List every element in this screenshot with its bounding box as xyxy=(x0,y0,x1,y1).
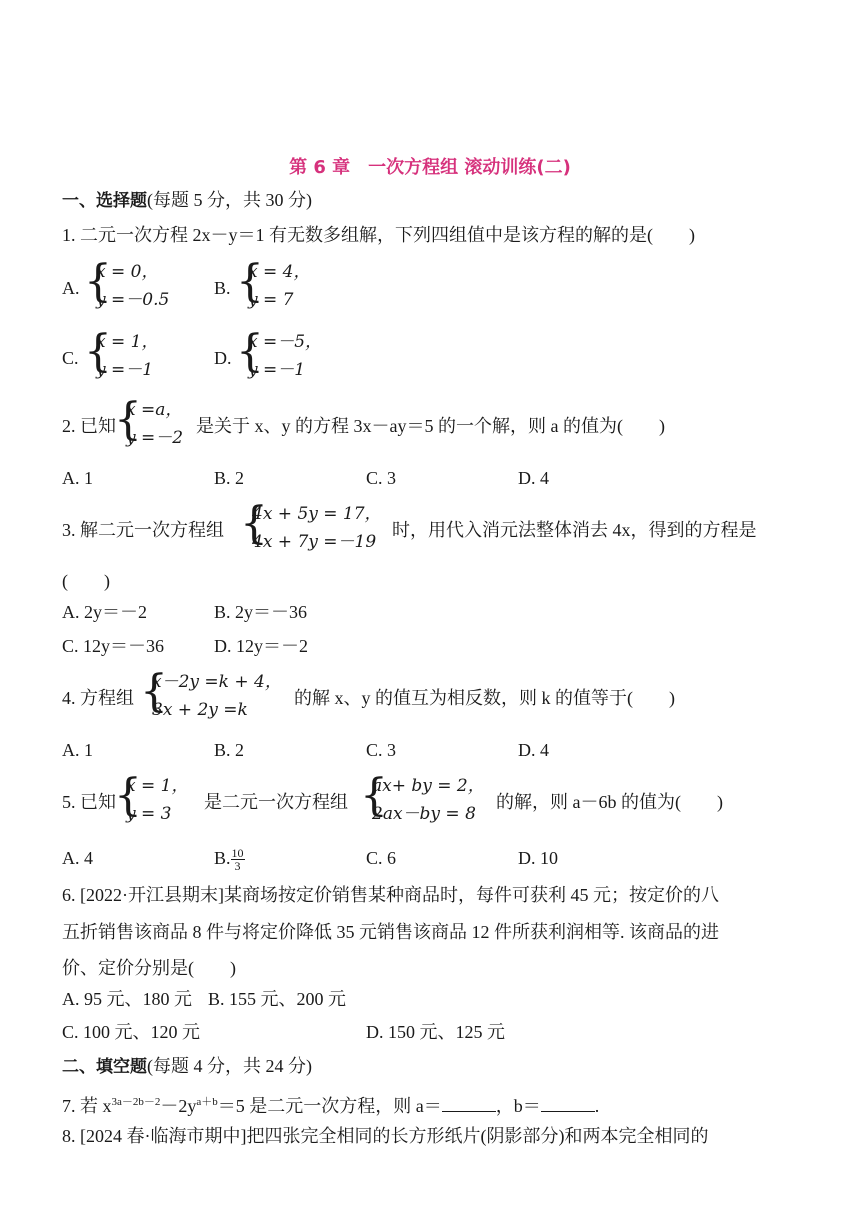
question-1-stem: 1. 二元一次方程 2x－y＝1 有无数多组解，下列四组值中是该方程的解的是( ) xyxy=(62,225,695,245)
q5-option-a: A. 4 xyxy=(62,848,93,868)
q1-option-a-system xyxy=(84,258,169,314)
q2-option-c: C. 3 xyxy=(366,468,397,488)
q1-option-c-system xyxy=(84,328,158,384)
equation: y = 7 xyxy=(248,290,294,310)
section-note: (每题 4 分，共 24 分) xyxy=(147,1056,312,1076)
fraction xyxy=(231,847,245,872)
q4-option-d: D. 4 xyxy=(518,740,549,760)
left-brace-icon: { xyxy=(240,498,268,549)
equation: x－2y =k + 4， xyxy=(152,672,282,692)
equation: 4x + 7y =－19 xyxy=(252,532,377,552)
q1-option-b-system xyxy=(236,258,310,314)
q6-option-d: D. 150 元、125 元 xyxy=(366,1022,505,1042)
exponent: 3a－2b－2 xyxy=(111,1096,161,1108)
q5-option-b xyxy=(214,846,245,872)
q1-option-d-label: D. xyxy=(214,348,232,368)
question-7-end: . xyxy=(594,1096,600,1116)
q1-option-d-system xyxy=(236,328,322,384)
question-4-system xyxy=(140,668,282,724)
question-2-stem: 是关于 x、y 的方程 3x－ay＝5 的一个解，则 a 的值为( ) xyxy=(196,416,665,436)
q5-option-d: D. 10 xyxy=(518,848,558,868)
question-7-post: ＝5 是二元一次方程，则 a＝ xyxy=(217,1096,442,1116)
equation: x =－5， xyxy=(248,332,323,352)
q3-option-b: B. 2y＝－36 xyxy=(214,602,308,622)
q5-option-c: C. 6 xyxy=(366,848,397,868)
q1-option-b-label: B. xyxy=(214,278,231,298)
equation: y =－1 xyxy=(96,360,154,380)
q3-option-a: A. 2y＝－2 xyxy=(62,602,147,622)
left-brace-icon: { xyxy=(236,326,264,377)
question-8-line-1: 8. [2024 春·临海市期中]把四张完全相同的长方形纸片(阴影部分)和两本完全相同的 xyxy=(62,1126,709,1146)
equation: x = 0， xyxy=(96,262,159,282)
q1-option-c-label: C. xyxy=(62,348,79,368)
section-note: (每题 5 分，共 30 分) xyxy=(147,190,312,210)
q2-option-b: B. 2 xyxy=(214,468,245,488)
equation: x = 1， xyxy=(126,776,189,796)
q4-option-a: A. 1 xyxy=(62,740,93,760)
left-brace-icon: { xyxy=(140,666,168,717)
equation: 3x + 2y =k xyxy=(152,700,248,720)
q4-option-c: C. 3 xyxy=(366,740,397,760)
fraction-denominator: 3 xyxy=(234,859,241,874)
section-heading-text: 一、选择题 xyxy=(62,191,147,211)
equation: y =－1 xyxy=(248,360,306,380)
q2-option-a: A. 1 xyxy=(62,468,93,488)
equation: 4x + 5y = 17， xyxy=(252,504,382,524)
q2-option-d: D. 4 xyxy=(518,468,549,488)
left-brace-icon: { xyxy=(84,256,112,307)
question-3-answer-paren: ( ) xyxy=(62,571,110,591)
question-3-prefix: 3. 解二元一次方程组 xyxy=(62,520,224,540)
question-7-sep: ，b＝ xyxy=(495,1096,541,1116)
question-4-stem: 的解 x、y 的值互为相反数，则 k 的值等于( ) xyxy=(294,688,675,708)
q4-option-b: B. 2 xyxy=(214,740,245,760)
fraction-numerator: 10 xyxy=(231,846,244,861)
answer-blank-a[interactable] xyxy=(442,1094,496,1112)
left-brace-icon: { xyxy=(114,394,142,445)
question-6-line-3: 价、定价分别是( ) xyxy=(62,958,236,978)
answer-blank-b[interactable] xyxy=(541,1094,595,1112)
question-6-line-1: 6. [2022·开江县期末]某商场按定价销售某种商品时，每件可获利 45 元；按定价的八 xyxy=(62,885,719,905)
question-5-stem: 的解，则 a－6b 的值为( ) xyxy=(496,792,723,812)
page-title: 第 6 章 一次方程组 滚动训练(二) xyxy=(289,157,571,178)
exponent: a＋b xyxy=(196,1096,218,1108)
equation: x = 4， xyxy=(248,262,311,282)
q6-option-b: B. 155 元、200 元 xyxy=(208,989,347,1009)
question-7-pre: 7. 若 x xyxy=(62,1096,112,1116)
question-6-line-2: 五折销售该商品 8 件与将定价降低 35 元销售该商品 12 件所获利润相等. 该商品的进 xyxy=(62,922,719,942)
equation: x =a， xyxy=(126,400,183,420)
question-3-system xyxy=(240,500,382,556)
q1-option-a-label: A. xyxy=(62,278,80,298)
question-5-mid: 是二元一次方程组 xyxy=(204,792,348,812)
q3-option-d: D. 12y＝－2 xyxy=(214,636,308,656)
question-5-system-2 xyxy=(360,772,485,828)
question-5-prefix: 5. 已知 xyxy=(62,792,116,812)
equation: x = 1， xyxy=(96,332,159,352)
question-7 xyxy=(62,1090,599,1118)
left-brace-icon: { xyxy=(360,770,388,821)
left-brace-icon: { xyxy=(84,326,112,377)
q3-option-c: C. 12y＝－36 xyxy=(62,636,165,656)
left-brace-icon: { xyxy=(114,770,142,821)
section-heading-choice xyxy=(62,188,312,213)
question-3-stem: 时，用代入消元法整体消去 4x，得到的方程是 xyxy=(392,520,757,540)
section-heading-text: 二、填空题 xyxy=(62,1057,147,1077)
equation: 2ax－by = 8 xyxy=(372,804,476,824)
left-brace-icon: { xyxy=(236,256,264,307)
option-label: B. xyxy=(214,848,231,868)
question-2-prefix: 2. 已知 xyxy=(62,416,116,436)
question-2-system xyxy=(114,396,183,452)
q6-option-c: C. 100 元、120 元 xyxy=(62,1022,201,1042)
equation: y = 3 xyxy=(126,804,172,824)
question-5-system-1 xyxy=(114,772,188,828)
equation: y =－2 xyxy=(126,428,184,448)
question-4-prefix: 4. 方程组 xyxy=(62,688,134,708)
question-7-mid: －2y xyxy=(160,1096,197,1116)
section-heading-fill xyxy=(62,1054,312,1079)
equation: ax+ by = 2， xyxy=(372,776,485,796)
q6-option-a: A. 95 元、180 元 xyxy=(62,989,192,1009)
equation: y =－0.5 xyxy=(96,290,170,310)
